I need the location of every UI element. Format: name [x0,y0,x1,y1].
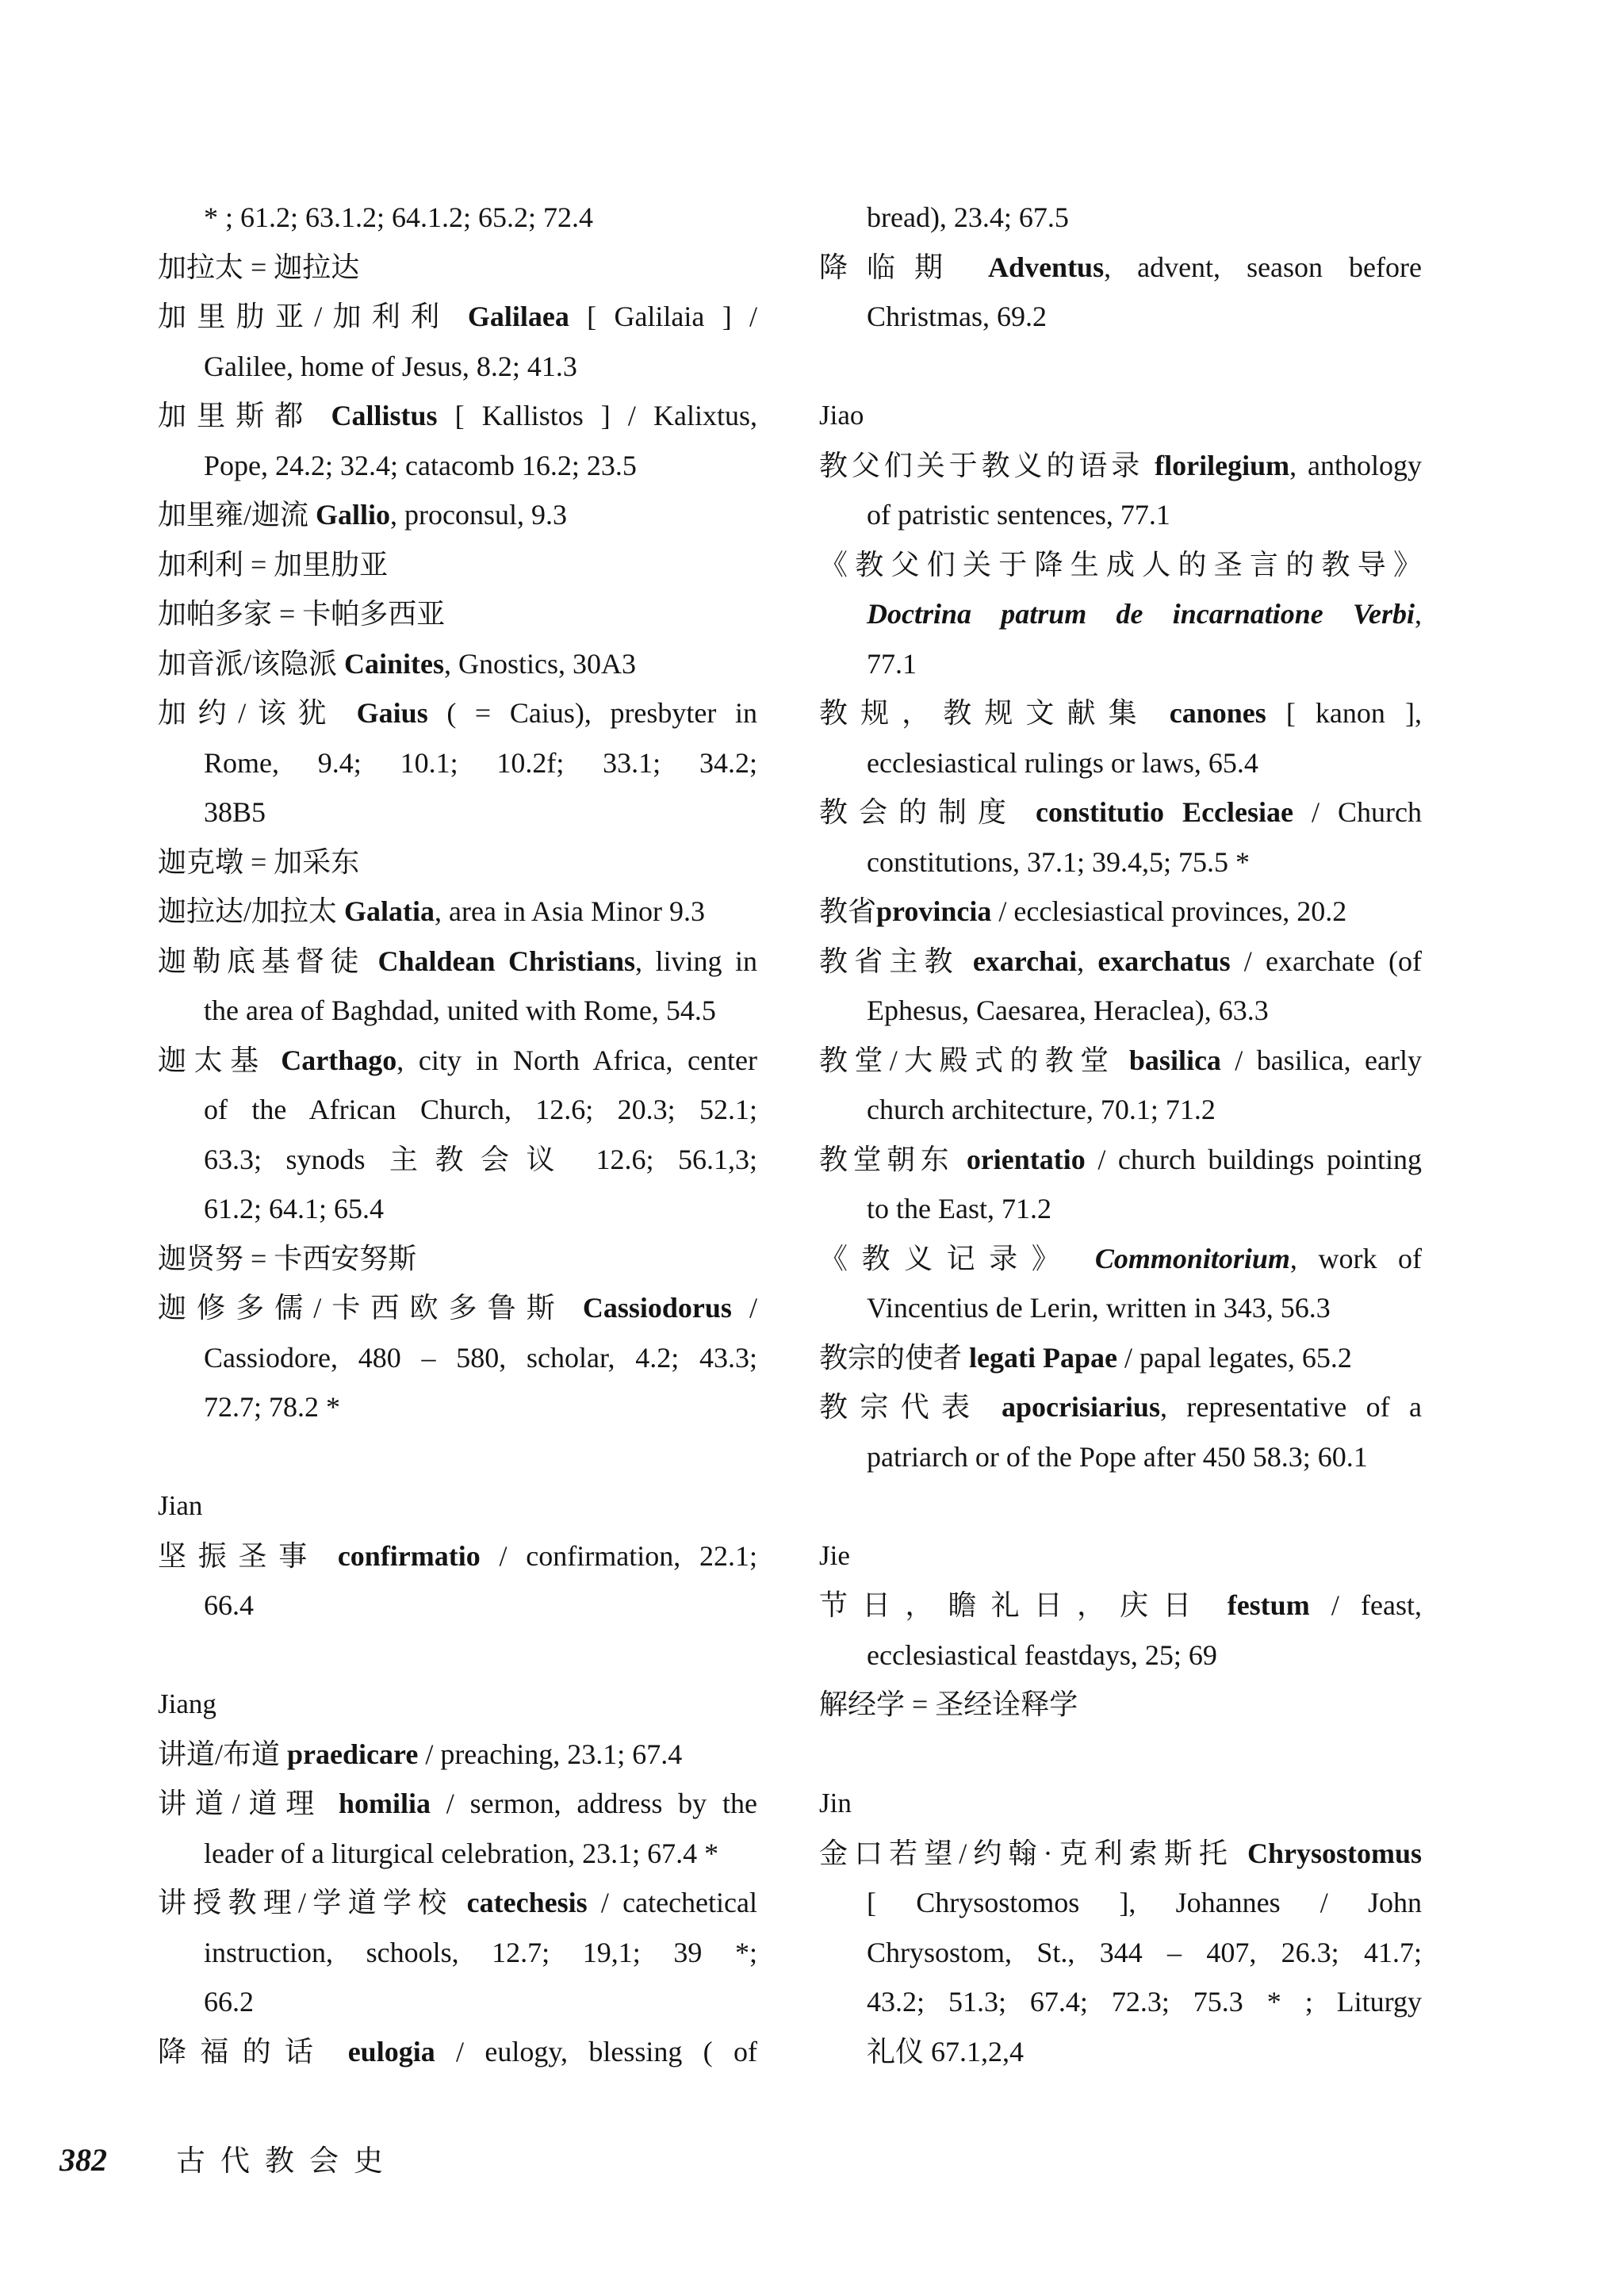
entry-text: 教规，教规文献集 [819,697,1170,729]
entry-text: , anthology [1289,449,1422,481]
latin-term: orientatio [966,1143,1086,1175]
entry-text: Rome, 9.4; 10.1; 10.2f; 33.1; 34.2; [204,746,757,779]
latin-term: legati Papae [969,1341,1117,1374]
index-entry [158,887,757,937]
index-entry [158,540,757,590]
entry-text: 63.3; synods 主教会议 12.6; 56.1,3; [204,1143,757,1175]
index-entry-line [158,1779,757,1829]
entry-text: 教宗代表 [819,1391,1002,1423]
entry-text: 《教父们关于降生成人的圣言的教导》 [819,548,1422,581]
index-entry-line [819,441,1422,491]
index-entry-line [158,639,757,689]
entry-text: ecclesiastical feastdays, 25; 69 [867,1638,1217,1671]
latin-term: festum [1227,1589,1310,1621]
entry-text: 降临期 [819,251,989,283]
latin-term: Galatia [344,895,435,927]
latin-term: Gallio [316,499,391,531]
entry-text: 加里肋亚/加利利 [158,301,468,332]
index-entry-line [819,540,1422,590]
entry-text: to the East, 71.2 [867,1193,1051,1224]
entry-text: [ Galilaia ] / [569,301,757,332]
entry-text: 加拉太 = 迦拉达 [158,251,360,283]
index-entry [819,1680,1422,1730]
entry-text: , [1415,598,1422,630]
entry-text: , city in North Africa, center [396,1044,757,1076]
index-entry [819,788,1422,887]
latin-term: Adventus [988,251,1105,283]
work-title: Commonitorium [1094,1242,1290,1274]
entry-text: / basilica, early [1220,1044,1422,1076]
index-entry-line [158,1928,757,1978]
page-footer [59,2138,398,2182]
blank-line [158,1631,757,1680]
entry-text: , living in [635,945,757,977]
latin-term: eulogia [347,2035,435,2067]
page-number: 382 [59,2142,107,2178]
entry-text: 迦勒底基督徒 [158,945,378,977]
index-entry-line [158,243,757,293]
entry-text: 《教义记录》 [819,1242,1095,1274]
entry-text: 教省主教 [819,945,973,977]
entry-text: Ephesus, Caesarea, Heraclea), 63.3 [867,994,1269,1026]
index-entry [158,1531,757,1631]
index-column-left [158,193,757,2076]
index-entry-line [819,1829,1422,1879]
pinyin-section-heading: Jiao [819,400,864,431]
index-entry-line [819,738,1422,788]
index-entry-line [819,688,1422,738]
latin-term: Cainites [344,647,445,680]
entry-text: / church buildings pointing [1085,1143,1422,1175]
entry-text: of the African Church, 12.6; 20.3; 52.1; [204,1094,757,1125]
latin-term: canones [1169,697,1266,729]
entry-text: / confirmation, 22.1; [480,1539,757,1572]
index-entry [158,1730,757,1780]
index-entry-line [819,1680,1422,1730]
entry-text: 教堂朝东 [819,1143,967,1175]
index-entry-line [158,738,757,788]
index-entry [158,1036,757,1234]
running-book-title: 古代教会史 [176,2145,398,2178]
index-entry-line [819,1184,1422,1234]
index-entry-line [158,1531,757,1581]
work-title: Doctrina patrum de incarnatione Verbi [867,598,1415,630]
latin-term: basilica [1128,1044,1221,1076]
index-entry-line [819,193,1422,243]
index-entry-line [158,887,757,937]
index-entry [158,688,757,837]
index-entry [819,193,1422,243]
entry-text: Chrysostom, St., 344 – 407, 26.3; 41.7; [867,1936,1422,1968]
entry-text: 加里雍/迦流 [158,499,316,531]
index-entry [819,1382,1422,1481]
entry-text: 迦贤努 = 卡西安努斯 [158,1242,417,1274]
entry-text: * ; 61.2; 63.1.2; 64.1.2; 65.2; 72.4 [204,201,594,233]
entry-text: 教省 [819,895,877,927]
index-entry [158,937,757,1036]
index-entry [819,1829,1422,2077]
entry-text: 61.2; 64.1; 65.4 [204,1193,385,1224]
index-entry-line [158,1036,757,1086]
index-entry-line [819,1036,1422,1086]
entry-text: 坚振圣事 [158,1539,338,1572]
index-entry-line [819,1382,1422,1432]
index-entry-line [158,292,757,342]
index-entry-line [158,1382,757,1432]
entry-text: ecclesiastical rulings or laws, 65.4 [867,746,1258,779]
index-entry-line [819,1432,1422,1482]
index-entry-line [819,887,1422,937]
entry-text: leader of a liturgical celebration, 23.1; 67.4 * [204,1837,719,1869]
index-entry [158,639,757,689]
index-entry-line [158,1878,757,1928]
index-entry-line [819,1283,1422,1333]
latin-term: Chaldean Christians [377,945,636,977]
index-entry-line [158,1977,757,2027]
index-entry-line [158,1333,757,1383]
latin-term: praedicare [287,1738,419,1770]
entry-text: [ Chrysostomos ], Johannes / John [867,1887,1422,1918]
index-entry-line [819,986,1422,1036]
entry-text: / feast, [1309,1589,1422,1621]
index-entry-line [819,937,1422,987]
index-entry-line [819,837,1422,887]
index-entry [158,490,757,540]
blank-line [158,1432,757,1482]
entry-text: constitutions, 37.1; 39.4,5; 75.5 * [867,845,1251,878]
pinyin-section-heading: Jin [819,1788,852,1818]
entry-text: / [731,1292,757,1324]
entry-text: church architecture, 70.1; 71.2 [867,1094,1216,1125]
entry-text: 迦修多儒/卡西欧多鲁斯 [158,1292,583,1324]
index-entry-line [158,937,757,987]
entry-text: 讲授教理/学道学校 [158,1887,467,1918]
entry-text: 迦拉达/加拉太 [158,895,345,927]
index-entry-line [819,243,1422,293]
entry-text: of patristic sentences, 77.1 [867,499,1170,531]
entry-text: / papal legates, 65.2 [1116,1341,1352,1374]
pinyin-section-heading: Jie [819,1539,850,1571]
index-entry-line [158,342,757,392]
index-entry-line [819,1928,1422,1978]
index-entry-line [819,490,1422,540]
entry-text: Christmas, 69.2 [867,301,1048,332]
index-entry [158,1283,757,1432]
index-entry-line [158,1730,757,1780]
index-entry-line [158,490,757,540]
entry-text: 66.4 [204,1589,254,1621]
entry-text: [ Kallistos ] / Kalixtus, [437,400,757,431]
entry-text: 节日，瞻礼日，庆日 [819,1589,1228,1621]
index-entry-line [158,1135,757,1185]
latin-term: Cassiodorus [582,1292,732,1324]
entry-text: Galilee, home of Jesus, 8.2; 41.3 [204,350,577,382]
index-entry-line [819,1631,1422,1680]
latin-term: exarchai [972,945,1078,977]
entry-text: Pope, 24.2; 32.4; catacomb 16.2; 23.5 [204,449,637,481]
entry-text: / ecclesiastical provinces, 20.2 [991,895,1347,927]
index-entry-line [819,788,1422,837]
index-entry-line [819,2027,1422,2077]
index-entry [158,1234,757,1284]
entry-text: / Church [1293,796,1422,828]
latin-term: constitutio Ecclesiae [1036,796,1293,828]
index-entry-line [158,1085,757,1135]
entry-text: 礼仪 67.1,2,4 [867,2035,1025,2067]
entry-text: 加里斯都 [158,400,331,431]
index-entry-line [158,1581,757,1631]
index-entry-line [158,688,757,738]
entry-text: the area of Baghdad, united with Rome, 54.5 [204,994,716,1026]
index-entry [158,193,757,243]
index-entry-line [819,1878,1422,1928]
index-entry [819,1581,1422,1680]
entry-text: / eulogy, blessing ( of [435,2035,757,2067]
entry-text: Vincentius de Lerin, written in 343, 56.3 [867,1292,1331,1324]
index-entry-line [158,1829,757,1879]
latin-term: confirmatio [337,1539,481,1572]
latin-term: Carthago [281,1044,397,1076]
entry-text: 教堂/大殿式的教堂 [819,1044,1129,1076]
index-entry [158,589,757,639]
entry-text: 讲道/道理 [158,1788,339,1819]
index-entry-line [158,2027,757,2077]
entry-text: 38B5 [204,796,266,828]
entry-text: instruction, schools, 12.7; 19,1; 39 *; [204,1936,757,1968]
index-entry-line [819,1333,1422,1383]
latin-term: Galilaea [467,301,569,332]
entry-text: , work of [1289,1242,1422,1274]
index-entry [819,1135,1422,1234]
blank-line [819,342,1422,392]
latin-term: Gaius [356,697,428,729]
entry-text: , representative of a [1159,1391,1422,1423]
entry-text: 加音派/该隐派 [158,647,345,680]
entry-text: 迦克墩 = 加采东 [158,845,360,878]
pinyin-section-heading: Jiang [158,1688,216,1719]
latin-term: florilegium [1155,449,1290,481]
index-entry [158,837,757,887]
entry-text: 教父们关于教义的语录 [819,449,1155,481]
index-entry [819,441,1422,540]
entry-text: 教会的制度 [819,796,1036,828]
latin-term: Chrysostomus [1247,1837,1422,1869]
entry-text: 加约/该犹 [158,697,357,729]
index-entry [819,243,1422,342]
blank-line [819,1730,1422,1780]
entry-text: 72.7; 78.2 * [204,1391,341,1423]
entry-text: / catechetical [587,1887,757,1918]
entry-text: 讲道/布道 [158,1738,288,1770]
index-entry [158,1779,757,1878]
index-entry [819,540,1422,689]
index-entry-line [158,837,757,887]
index-entry [819,937,1422,1036]
latin-term: exarchatus [1097,945,1231,977]
index-entry-line [158,589,757,639]
index-entry-line [819,1977,1422,2027]
index-entry [158,1878,757,2027]
entry-text: bread), 23.4; 67.5 [867,201,1069,233]
index-entry [819,688,1422,788]
blank-line [819,1481,1422,1531]
latin-term: provincia [876,895,992,927]
entry-text: 加帕多家 = 卡帕多西亚 [158,598,446,630]
index-entry-line [819,1085,1422,1135]
index-column-right [819,193,1422,2076]
entry-text: / preaching, 23.1; 67.4 [418,1738,683,1770]
entry-text: 77.1 [867,647,917,680]
index-entry-line [158,193,757,243]
entry-text: 加利利 = 加里肋亚 [158,548,389,581]
entry-text: 43.2; 51.3; 67.4; 72.3; 75.3 * ; Liturgy [867,1986,1422,2018]
entry-text: 迦太基 [158,1044,282,1076]
entry-text: , [1077,945,1098,977]
latin-term: Callistus [331,400,438,431]
latin-term: apocrisiarius [1001,1391,1160,1423]
entry-text: , area in Asia Minor 9.3 [435,895,705,927]
index-entry-line [158,1283,757,1333]
entry-text: 降福的话 [158,2035,348,2067]
entry-text: / exarchate (of [1230,945,1422,977]
latin-term: homilia [338,1788,431,1819]
index-entry-line [158,391,757,441]
index-entry-line [158,441,757,491]
index-entry-line [819,1135,1422,1185]
index-entry [158,243,757,293]
index-entry-line [158,540,757,590]
index-entry-line [819,1234,1422,1284]
index-entry [158,391,757,490]
index-entry [819,1234,1422,1333]
index-entry [158,292,757,391]
entry-text: / sermon, address by the [430,1788,757,1819]
pinyin-section-heading: Jian [158,1490,203,1521]
index-entry-line [819,639,1422,689]
entry-text: Cassiodore, 480 – 580, scholar, 4.2; 43.3; [204,1341,757,1374]
entry-text: , proconsul, 9.3 [390,499,568,531]
entry-text: 66.2 [204,1986,254,2018]
index-entry [158,2027,757,2077]
entry-text: 教宗的使者 [819,1341,970,1374]
index-entry [819,1036,1422,1135]
index-entry-line [819,1581,1422,1631]
entry-text: [ kanon ], [1266,697,1422,729]
entry-text: patriarch or of the Pope after 450 58.3; 60.1 [867,1440,1368,1473]
index-entry-line [819,292,1422,342]
entry-text: 解经学 = 圣经诠释学 [819,1688,1078,1720]
index-entry-line [158,986,757,1036]
entry-text: ( = Caius), presbyter in [427,697,757,729]
index-entry [819,1333,1422,1383]
index-entry [819,887,1422,937]
index-entry-line [819,589,1422,639]
index-entry-line [158,1234,757,1284]
entry-text: , Gnostics, 30A3 [444,647,637,680]
latin-term: catechesis [466,1887,588,1918]
index-entry-line [158,788,757,837]
index-entry-line [158,1184,757,1234]
entry-text: , advent, season before [1104,251,1422,283]
entry-text: 金口若望/约翰·克利索斯托 [819,1837,1247,1869]
